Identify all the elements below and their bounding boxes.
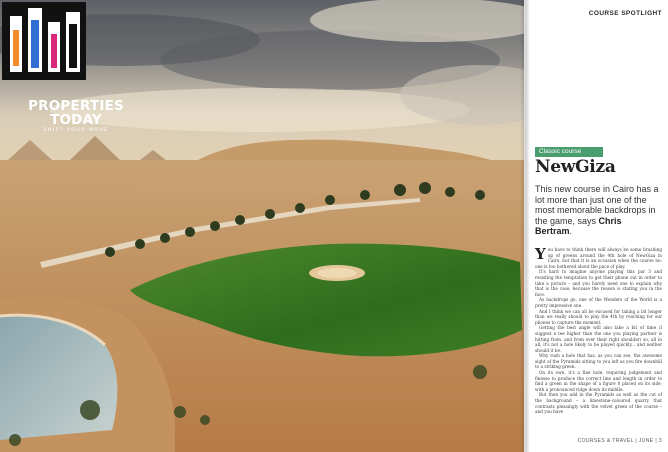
body-paragraph: As backdrops go, one of the Wonders of the World is a pretty impressive one. xyxy=(535,297,662,308)
article-page xyxy=(530,0,668,452)
standfirst-end: . xyxy=(569,226,573,237)
section-label: COURSE SPOTLIGHT xyxy=(588,10,662,17)
drop-cap: Y xyxy=(535,245,546,263)
standfirst-text: This new course in Cairo has a lot more than just one of the most memorable backdrops in the game, says xyxy=(535,184,659,226)
body-paragraph: Getting the best angle will also take a bit of time (I suggest a tee higher than the one you playing partner is hitting from, and from over their right shoulder) so, all in all, it's not a hole likely to be played quickly... and neither should it be. xyxy=(535,325,662,353)
kicker-badge: Classic course xyxy=(535,147,603,157)
page-gutter xyxy=(520,0,530,452)
body-paragraph-text: ou have to think there will always be some brushing up of greens around the 4th hole of NewGiza in Cairo, but that it is an occasion when the course no-one is too bothered about the pace of play. xyxy=(535,247,662,269)
article-headline: NewGiza xyxy=(535,157,616,177)
body-paragraph: And I think we can all be excused for taking a bit longer than we really should to play the 4th by reaching for our phones to capture the moment. xyxy=(535,308,662,325)
logo-tagline: SHIFT YOUR MOVE xyxy=(43,128,109,133)
standfirst xyxy=(535,184,661,237)
body-paragraph: On its own, it's a fine hole, requiring judgement and finesse to produce the correct line and length in order to find a green in the shape of a figure 8 placed on its side, with a pronounced ridge down its middle. xyxy=(535,370,662,392)
body-paragraph xyxy=(535,247,662,269)
page-folio: COURSES & TRAVEL | JUNE | 3 xyxy=(577,438,662,444)
body-paragraph: But then you add in the Pyramids as well as the cut of the background – a limestone-coloured quarry that contrasts pleasingly with the velvet green of the course – and you have xyxy=(535,392,662,415)
article-body xyxy=(535,247,662,415)
body-paragraph: Why rush a hole that has, as you can see, the awesome sight of the Pyramids sitting to you left as you fire downhill to a striking green. xyxy=(535,353,662,370)
logo-title-line2: TODAY xyxy=(50,112,102,128)
logo-title xyxy=(24,99,128,127)
author-name: Chris Bertram xyxy=(535,215,622,237)
body-paragraph: It's hard to imagine anyone playing this par 3 and resisting the temptation to get their phone out in order to take a picture – and you barely need one to explain why that is the case, because the reason is staring you in the face. xyxy=(535,269,662,297)
logo-title-line1: PROPERTIES xyxy=(28,98,124,114)
